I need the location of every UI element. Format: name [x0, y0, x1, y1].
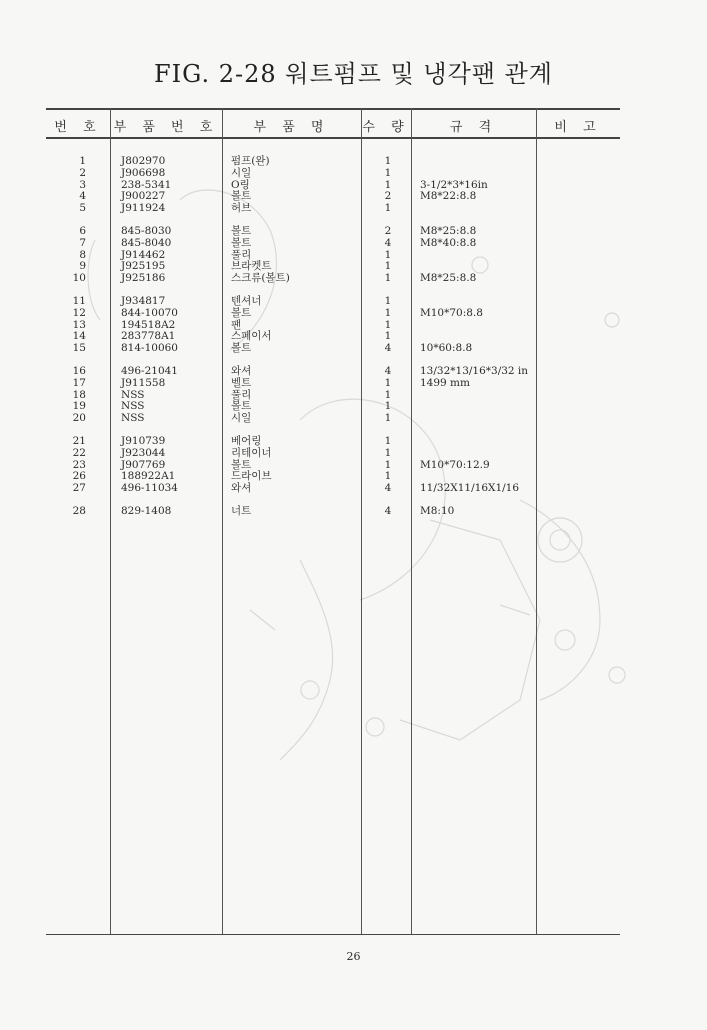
column-quantities — [380, 156, 396, 529]
row-group — [380, 226, 396, 285]
row-group — [231, 436, 359, 495]
quantity-cell: 1 — [384, 376, 392, 389]
row-group — [380, 296, 396, 355]
quantity-cell: 1 — [384, 260, 392, 273]
row-group — [231, 226, 359, 285]
row-group — [60, 296, 86, 355]
quantity-cell: 4 — [384, 364, 392, 377]
row-number-cell: 14 — [72, 330, 86, 343]
row-number-cell: 18 — [72, 388, 86, 401]
part-number-cell: J923044 — [121, 446, 166, 459]
header-name: 부 품 명 — [253, 120, 330, 135]
quantity-cell: 1 — [384, 434, 392, 447]
quantity-cell: 1 — [384, 318, 392, 331]
specification-cell: 3-1/2*3*16in — [420, 178, 488, 191]
specification-cell: M10*70:12.9 — [420, 458, 490, 471]
quantity-cell: 1 — [384, 178, 392, 191]
row-group — [420, 366, 534, 425]
part-number-cell: J911558 — [121, 376, 166, 389]
row-group — [121, 436, 221, 495]
row-number-cell: 22 — [72, 446, 86, 459]
part-number-cell: NSS — [121, 400, 145, 413]
part-number-cell: J910739 — [121, 434, 166, 447]
part-name-cell: 베어링 — [231, 434, 262, 447]
part-number-cell: 829-1408 — [121, 504, 172, 517]
row-group — [121, 226, 221, 285]
part-number-cell: 188922A1 — [121, 470, 176, 483]
part-name-cell: 풀리 — [231, 388, 252, 401]
row-group — [60, 506, 86, 518]
header-spec: 규 격 — [449, 120, 498, 135]
part-name-cell: 드라이브 — [231, 470, 272, 483]
row-number-cell: 28 — [72, 504, 86, 517]
specification-cell: M8*40:8.8 — [420, 236, 477, 249]
quantity-cell: 4 — [384, 504, 392, 517]
column-divider — [411, 108, 412, 934]
quantity-cell: 4 — [384, 236, 392, 249]
quantity-cell: 1 — [384, 412, 392, 425]
part-number-cell: J802970 — [121, 155, 166, 167]
row-group — [60, 156, 86, 215]
specification-cell — [420, 413, 534, 425]
column-specifications — [420, 156, 534, 529]
row-number-cell: 23 — [72, 458, 86, 471]
row-group — [380, 436, 396, 495]
part-name-cell: 볼트 — [231, 400, 252, 413]
page-title: FIG. 2-28 워트펌프 및 냉각팬 관계 — [154, 60, 553, 88]
quantity-cell: 2 — [384, 224, 392, 237]
specification-cell — [420, 448, 534, 460]
header-remark: 비 고 — [554, 120, 602, 135]
row-number-cell: 7 — [79, 236, 86, 249]
row-number-cell: 5 — [79, 202, 86, 215]
row-group — [60, 366, 86, 425]
part-name-cell: 볼트 — [231, 224, 252, 237]
row-group — [231, 506, 359, 518]
part-number-cell: 845-8040 — [121, 236, 172, 249]
part-number-cell: J911924 — [121, 202, 166, 215]
row-group — [420, 156, 534, 215]
quantity-cell: 4 — [384, 482, 392, 495]
specification-cell — [420, 250, 534, 262]
specification-cell — [420, 203, 534, 215]
specification-cell: 10*60:8.8 — [420, 342, 473, 355]
row-group — [420, 436, 534, 495]
part-name-cell: 너트 — [231, 504, 252, 517]
row-group — [420, 226, 534, 285]
quantity-cell: 1 — [384, 388, 392, 401]
specification-cell — [420, 436, 534, 448]
row-number-cell: 4 — [79, 190, 86, 203]
quantity-cell: 1 — [384, 202, 392, 215]
row-number-cell: 26 — [72, 470, 86, 483]
part-number-cell: J925195 — [121, 260, 166, 273]
specification-cell — [420, 156, 534, 168]
row-number-cell: 12 — [72, 306, 86, 319]
part-name-cell: 펌프(완) — [231, 155, 270, 167]
row-group — [121, 156, 221, 215]
quantity-cell: 1 — [384, 400, 392, 413]
specification-cell: M8*25:8.8 — [420, 224, 477, 237]
part-name-cell: 벨트 — [231, 376, 252, 389]
part-number-cell: 496-21041 — [121, 364, 178, 377]
specification-cell: 11/32X11/16X1/16 — [420, 482, 520, 495]
header-qty: 수 량 — [362, 120, 410, 135]
part-name-cell: 볼트 — [231, 342, 252, 355]
column-divider — [222, 108, 223, 934]
row-group — [380, 506, 396, 518]
specification-cell: 1499 mm — [420, 376, 470, 389]
part-number-cell: NSS — [121, 388, 145, 401]
row-group — [60, 436, 86, 495]
column-part-names — [231, 156, 359, 529]
part-number-cell: J934817 — [121, 294, 166, 307]
part-name-cell: 스크류(볼트) — [231, 272, 290, 285]
row-number-cell: 8 — [79, 248, 86, 261]
specification-cell: M10*70:8.8 — [420, 306, 483, 319]
header-no: 번 호 — [54, 120, 102, 135]
part-number-cell: NSS — [121, 412, 145, 425]
row-group — [231, 296, 359, 355]
part-number-cell: J900227 — [121, 190, 166, 203]
quantity-cell: 1 — [384, 330, 392, 343]
column-divider — [361, 108, 362, 934]
specification-cell — [420, 296, 534, 308]
part-name-cell: 스페이서 — [231, 330, 272, 343]
quantity-cell: 1 — [384, 306, 392, 319]
row-number-cell: 1 — [79, 155, 86, 167]
specification-cell: M8:10 — [420, 504, 455, 517]
part-name-cell: 팬 — [231, 318, 242, 331]
row-number-cell: 15 — [72, 342, 86, 355]
quantity-cell: 1 — [384, 272, 392, 285]
row-group — [121, 296, 221, 355]
part-number-cell: 238-5341 — [121, 178, 172, 191]
part-name-cell: 브라켓트 — [231, 260, 272, 273]
row-number-cell: 27 — [72, 482, 86, 495]
row-number-cell: 9 — [79, 260, 86, 273]
row-group — [60, 226, 86, 285]
specification-cell: M8*25:8.8 — [420, 272, 477, 285]
row-group — [420, 506, 534, 518]
header-bottom-rule — [46, 137, 620, 139]
part-name-cell: 와셔 — [231, 482, 252, 495]
row-group — [231, 156, 359, 215]
row-number-cell: 3 — [79, 178, 86, 191]
row-number-cell: 13 — [72, 318, 86, 331]
specification-cell — [420, 390, 534, 402]
quantity-cell: 1 — [384, 155, 392, 167]
specification-cell: M8*22:8.8 — [420, 190, 477, 203]
row-number-cell: 20 — [72, 412, 86, 425]
part-name-cell: 풀리 — [231, 248, 252, 261]
part-name-cell: 볼트 — [231, 458, 252, 471]
part-name-cell: 시일 — [231, 412, 252, 425]
quantity-cell: 2 — [384, 190, 392, 203]
row-number-cell: 17 — [72, 376, 86, 389]
part-name-cell: 볼트 — [231, 236, 252, 249]
quantity-cell: 1 — [384, 248, 392, 261]
quantity-cell: 1 — [384, 166, 392, 179]
row-number-cell: 2 — [79, 166, 86, 179]
row-number-cell: 10 — [72, 272, 86, 285]
part-number-cell: 844-10070 — [121, 306, 178, 319]
part-number-cell: 845-8030 — [121, 224, 172, 237]
row-number-cell: 11 — [72, 294, 86, 307]
specification-cell — [420, 401, 534, 413]
part-name-cell: 허브 — [231, 202, 252, 215]
row-number-cell: 19 — [72, 400, 86, 413]
quantity-cell: 1 — [384, 458, 392, 471]
part-number-cell: 496-11034 — [121, 482, 178, 495]
part-name-cell: O링 — [231, 178, 250, 191]
row-group — [121, 506, 221, 518]
part-name-cell: 볼트 — [231, 306, 252, 319]
specification-cell — [420, 168, 534, 180]
quantity-cell: 1 — [384, 294, 392, 307]
part-number-cell: J906698 — [121, 166, 166, 179]
part-number-cell: J907769 — [121, 458, 166, 471]
part-number-cell: 814-10060 — [121, 342, 178, 355]
specification-cell: 13/32*13/16*3/32 in — [420, 364, 529, 377]
row-number-cell: 16 — [72, 364, 86, 377]
specification-cell — [420, 320, 534, 332]
quantity-cell: 4 — [384, 342, 392, 355]
column-divider — [536, 108, 537, 934]
column-divider — [110, 108, 111, 934]
part-name-cell: 텐셔너 — [231, 294, 262, 307]
table-bottom-rule — [46, 934, 620, 935]
column-part-numbers — [121, 156, 221, 529]
part-number-cell: J925186 — [121, 272, 166, 285]
part-name-cell: 시일 — [231, 166, 252, 179]
row-group — [420, 296, 534, 355]
part-number-cell: 283778A1 — [121, 330, 176, 343]
page-number: 26 — [346, 950, 361, 963]
row-number-cell: 21 — [72, 434, 86, 447]
column-numbers — [60, 156, 86, 529]
part-name-cell: 와셔 — [231, 364, 252, 377]
header-part-no: 부 품 번 호 — [113, 120, 219, 135]
row-group — [380, 156, 396, 215]
part-name-cell: 리테이너 — [231, 446, 272, 459]
row-group — [121, 366, 221, 425]
part-number-cell: 194518A2 — [121, 318, 176, 331]
table-top-rule — [46, 108, 620, 110]
row-number-cell: 6 — [79, 224, 86, 237]
part-name-cell: 볼트 — [231, 190, 252, 203]
row-group — [231, 366, 359, 425]
quantity-cell: 1 — [384, 470, 392, 483]
row-group — [380, 366, 396, 425]
quantity-cell: 1 — [384, 446, 392, 459]
part-number-cell: J914462 — [121, 248, 166, 261]
